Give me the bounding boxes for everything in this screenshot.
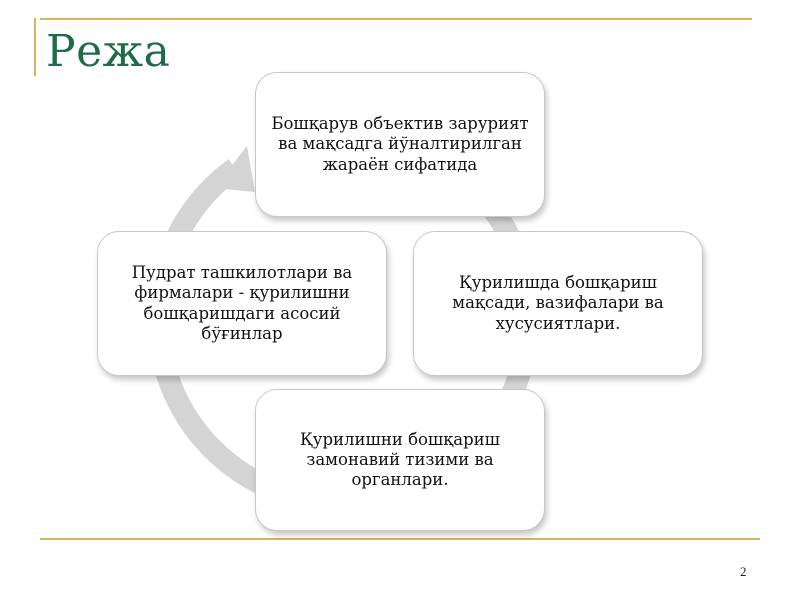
cycle-node-bottom-text: Қурилишни бошқариш замонавий тизими ва органлари. <box>299 429 501 490</box>
cycle-node-bottom <box>255 389 545 531</box>
cycle-node-top-text: Бошқарув объектив зарурият ва мақсадга йўналтирилган жараён сифатида <box>271 114 529 174</box>
cycle-node-right-text: Қурилишда бошқариш мақсади, вазифалари ва хусусиятлари. <box>452 273 664 333</box>
slide-title: Режа <box>46 26 171 77</box>
cycle-node-left <box>97 231 387 376</box>
cycle-node-top <box>255 72 545 217</box>
cycle-node-right <box>413 231 703 376</box>
cycle-node-left-text: Пудрат ташкилотлари ва фирмалари - қурилишни бошқаришдаги асосий бўғинлар <box>131 263 353 343</box>
page-number: 2 <box>740 564 747 579</box>
